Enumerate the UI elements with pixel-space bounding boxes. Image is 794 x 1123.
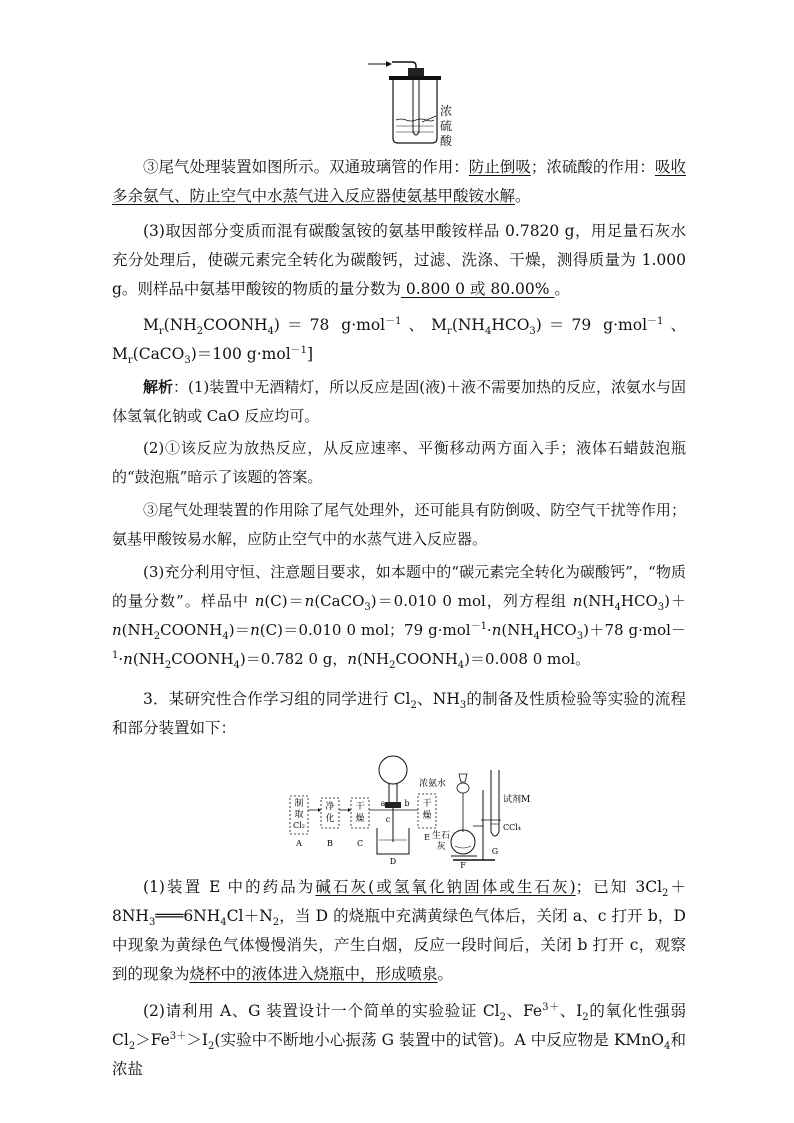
letter-b: B xyxy=(327,839,333,848)
box-b-line1: 净 xyxy=(325,802,335,812)
box-c-line2: 燥 xyxy=(355,814,365,824)
box-a-line1: 制 xyxy=(294,799,304,809)
valve-a: a xyxy=(380,799,386,808)
label-conc-sulfuric-acid: 浓硫酸 xyxy=(440,104,453,148)
letter-g: G xyxy=(491,847,499,856)
letter-a: A xyxy=(296,839,302,848)
valve-c: c xyxy=(385,815,391,824)
label-quicklime-2: 灰 xyxy=(436,842,446,852)
paragraph-tail-gas: ③尾气处理装置如图所示。双通玻璃管的作用：防止倒吸；浓硫酸的作用：吸收多余氨气、防止空气中水蒸气进入反应器使氨基甲酸铵水解。 xyxy=(112,158,686,205)
paragraph-question-3: (3)取因部分变质而混有碳酸氢铵的氨基甲酸铵样品 0.7820 g，用足量石灰水充分处理后，使碳元素完全转化为碳酸钙，过滤、洗涤、干燥，测得质量为 1.000 g。则样品中氨基甲酸铵的物质的量分数为 0.800 0 或 80.00% 。 xyxy=(112,222,686,298)
label-conc-ammonia: 浓氨水 xyxy=(419,779,447,789)
valve-b: b xyxy=(404,799,410,808)
letter-d: D xyxy=(389,857,397,866)
paragraph-molar-masses: $M_r(NH_2COONH_4)=78$ g·mol$^{-1}$、$M_r(NH_4HCO_3)=79$ g·mol$^{-1}$、$M_r(CaCO_3)=100$ g·mol$^{-1}$] xyxy=(112,315,686,367)
letter-f: F xyxy=(460,861,466,870)
letter-e: E xyxy=(424,833,430,842)
box-b-line2: 化 xyxy=(325,814,335,824)
experiment-apparatus-figure xyxy=(285,750,535,870)
paragraph-question-3-part2: (2)请利用 A、G 装置设计一个简单的实验验证 $Cl_2$、$Fe^{3+}$、$I_2$的氧化性强弱 $Cl_2>Fe^{3+}>I_2$(实验中不断地小心振荡 G 装置中的试管)。A 中反应物是 KMnO$_4$和浓盐 xyxy=(112,1001,686,1078)
label-reagent-m: 试剂M xyxy=(503,795,531,805)
box-e-line1: 干 xyxy=(422,799,432,809)
paragraph-analysis-4: (3)充分利用守恒、注意题目要求，如本题中的“碳元素完全转化为碳酸钙”，“物质的量分数”。样品中 n(C)＝n(CaCO$_3$)＝0.010 0 mol，列方程组 $n(NH_4HCO_3)+n(NH_2COONH_4)=n(C)=0.010$ 0 mol；79 $g\cdot mol^{-1}\cdot n(NH_4HCO_3)+78$ $g\cdot mol-^1\cdot n(NH_2COONH_4)=0.782$ 0 g，$n(NH_2COONH_4)=0.008$ 0 mol。 xyxy=(112,563,687,671)
label-ccl4: CCl₄ xyxy=(503,823,522,832)
box-c-line1: 干 xyxy=(355,802,365,812)
box-e-line2: 燥 xyxy=(422,811,432,821)
paragraph-question-3-part1: (1)装置 E 中的药品为碱石灰(或氢氧化钠固体或生石灰)；已知 $3Cl_2+8NH_3═══6NH_4Cl+N_2$，当 D 的烧瓶中充满黄绿色气体后，关闭 a、c 打开 b，D 中现象为黄绿色气体慢慢消失，产生白烟，反应一段时间后，关闭 b 打开 c，观察到的现象为烧杯中的液体进入烧瓶中，形成喷泉。 xyxy=(112,878,686,983)
label-quicklime-1: 生石 xyxy=(431,831,451,841)
letter-c: C xyxy=(356,839,364,848)
paragraph-analysis-2: (2)①该反应为放热反应，从反应速率、平衡移动两方面入手；液体石蜡鼓泡瓶的“鼓泡瓶”暗示了该题的答案。 xyxy=(112,439,686,486)
box-a-line3: Cl₂ xyxy=(293,821,305,830)
paragraph-question-3-intro: 3．某研究性合作学习组的同学进行 $Cl_2$、$NH_3$的制备及性质检验等实验的流程和部分装置如下： xyxy=(112,690,686,737)
paragraph-analysis-1: 解析：(1)装置中无酒精灯，所以反应是固(液)＋液不需要加热的反应，浓氨水与固体氢氧化钠或 CaO 反应均可。 xyxy=(112,378,686,425)
analysis-label: 解析 xyxy=(143,378,174,396)
paragraph-analysis-3: ③尾气处理装置的作用除了尾气处理外，还可能具有防倒吸、防空气干扰等作用；氨基甲酸铵易水解，应防止空气中的水蒸气进入反应器。 xyxy=(112,501,686,548)
box-a-line2: 取 xyxy=(294,810,304,820)
